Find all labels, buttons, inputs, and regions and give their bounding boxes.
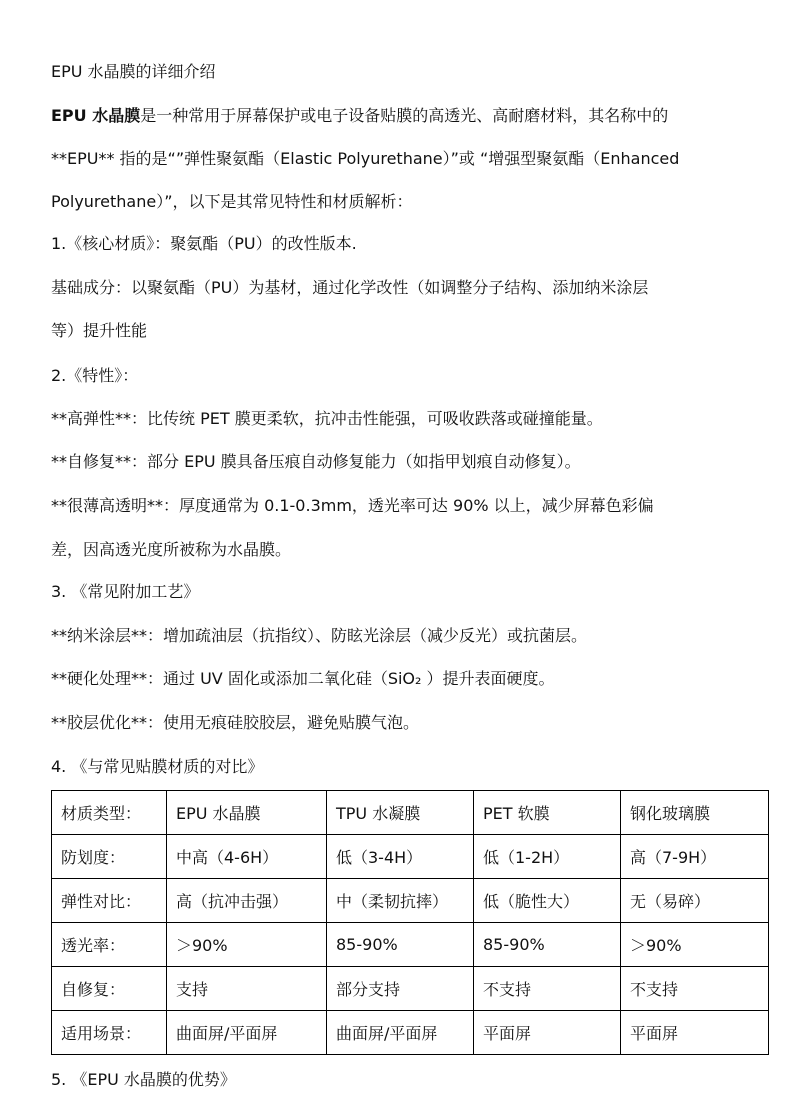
table-cell: 曲面屏/平面屏 bbox=[167, 1011, 327, 1055]
table-cell: 85-90% bbox=[327, 923, 474, 967]
table-row bbox=[52, 967, 769, 1011]
table-cell: 平面屏 bbox=[621, 1011, 769, 1055]
intro-line-1-text: 是一种常用于屏幕保护或电子设备贴膜的高透光、高耐磨材料，其名称中的 bbox=[140, 106, 669, 125]
section-1-heading: 1.《核心材质》：聚氨酯（PU）的改性版本. bbox=[51, 234, 357, 253]
table-cell: 不支持 bbox=[621, 967, 769, 1011]
table-cell: 自修复： bbox=[52, 967, 167, 1011]
table-cell: 曲面屏/平面屏 bbox=[327, 1011, 474, 1055]
intro-line-2: **EPU** 指的是“”弹性聚氨酯（Elastic Polyurethane）”或 “增强型聚氨酯（Enhanced bbox=[51, 149, 680, 168]
section-2-paragraph-3-line-2: 差，因高透光度所被称为水晶膜。 bbox=[51, 540, 292, 559]
table-cell: PET 软膜 bbox=[474, 791, 621, 835]
section-2-paragraph-2: **自修复**：部分 EPU 膜具备压痕自动修复能力（如指甲划痕自动修复）。 bbox=[51, 452, 581, 471]
table-cell: 中（柔韧抗摔） bbox=[327, 879, 474, 923]
section-5-heading: 5. 《EPU 水晶膜的优势》 bbox=[51, 1070, 236, 1089]
table-cell: 部分支持 bbox=[327, 967, 474, 1011]
comparison-table bbox=[51, 790, 769, 1055]
table-cell: 85-90% bbox=[474, 923, 621, 967]
table-cell: 钢化玻璃膜 bbox=[621, 791, 769, 835]
table-cell: 不支持 bbox=[474, 967, 621, 1011]
section-2-paragraph-3-line-1: **很薄高透明**：厚度通常为 0.1-0.3mm，透光率可达 90% 以上，减少屏幕色彩偏 bbox=[51, 496, 654, 515]
table-cell: 低（3-4H） bbox=[327, 835, 474, 879]
intro-line-1 bbox=[51, 104, 800, 128]
table-cell: 无（易碎） bbox=[621, 879, 769, 923]
table-cell: 低（脆性大） bbox=[474, 879, 621, 923]
table-cell: 低（1-2H） bbox=[474, 835, 621, 879]
table-cell: 材质类型： bbox=[52, 791, 167, 835]
section-3-paragraph-2: **硬化处理**：通过 UV 固化或添加二氧化硅（SiO₂ ）提升表面硬度。 bbox=[51, 669, 555, 688]
section-3-paragraph-3: **胶层优化**：使用无痕硅胶胶层，避免贴膜气泡。 bbox=[51, 713, 420, 732]
table-row bbox=[52, 923, 769, 967]
intro-line-3: Polyurethane）”，以下是其常见特性和材质解析： bbox=[51, 192, 413, 211]
intro-term: EPU 水晶膜 bbox=[51, 106, 141, 125]
section-3-heading: 3. 《常见附加工艺》 bbox=[51, 582, 200, 601]
section-1-line-1: 基础成分：以聚氨酯（PU）为基材，通过化学改性（如调整分子结构、添加纳米涂层 bbox=[51, 278, 649, 297]
table-cell: 高（抗冲击强） bbox=[167, 879, 327, 923]
document-title: EPU 水晶膜的详细介绍 bbox=[51, 62, 216, 81]
table-cell: 防划度： bbox=[52, 835, 167, 879]
table-row bbox=[52, 1011, 769, 1055]
section-3-paragraph-1: **纳米涂层**：增加疏油层（抗指纹）、防眩光涂层（减少反光）或抗菌层。 bbox=[51, 626, 588, 645]
table-row bbox=[52, 791, 769, 835]
section-1-line-2: 等）提升性能 bbox=[51, 321, 148, 340]
section-4-heading: 4. 《与常见贴膜材质的对比》 bbox=[51, 757, 264, 776]
section-2-paragraph-1: **高弹性**：比传统 PET 膜更柔软，抗冲击性能强，可吸收跌落或碰撞能量。 bbox=[51, 409, 603, 428]
table-cell: TPU 水凝膜 bbox=[327, 791, 474, 835]
table-cell: EPU 水晶膜 bbox=[167, 791, 327, 835]
table-cell: 支持 bbox=[167, 967, 327, 1011]
table-cell: 透光率： bbox=[52, 923, 167, 967]
table-cell: ＞90% bbox=[621, 923, 769, 967]
table-cell: 平面屏 bbox=[474, 1011, 621, 1055]
table-cell: 中高（4-6H） bbox=[167, 835, 327, 879]
table-cell: 适用场景： bbox=[52, 1011, 167, 1055]
table-cell: ＞90% bbox=[167, 923, 327, 967]
section-2-heading: 2.《特性》： bbox=[51, 366, 139, 385]
table-cell: 弹性对比： bbox=[52, 879, 167, 923]
table-row bbox=[52, 835, 769, 879]
table-cell: 高（7-9H） bbox=[621, 835, 769, 879]
table-row bbox=[52, 879, 769, 923]
